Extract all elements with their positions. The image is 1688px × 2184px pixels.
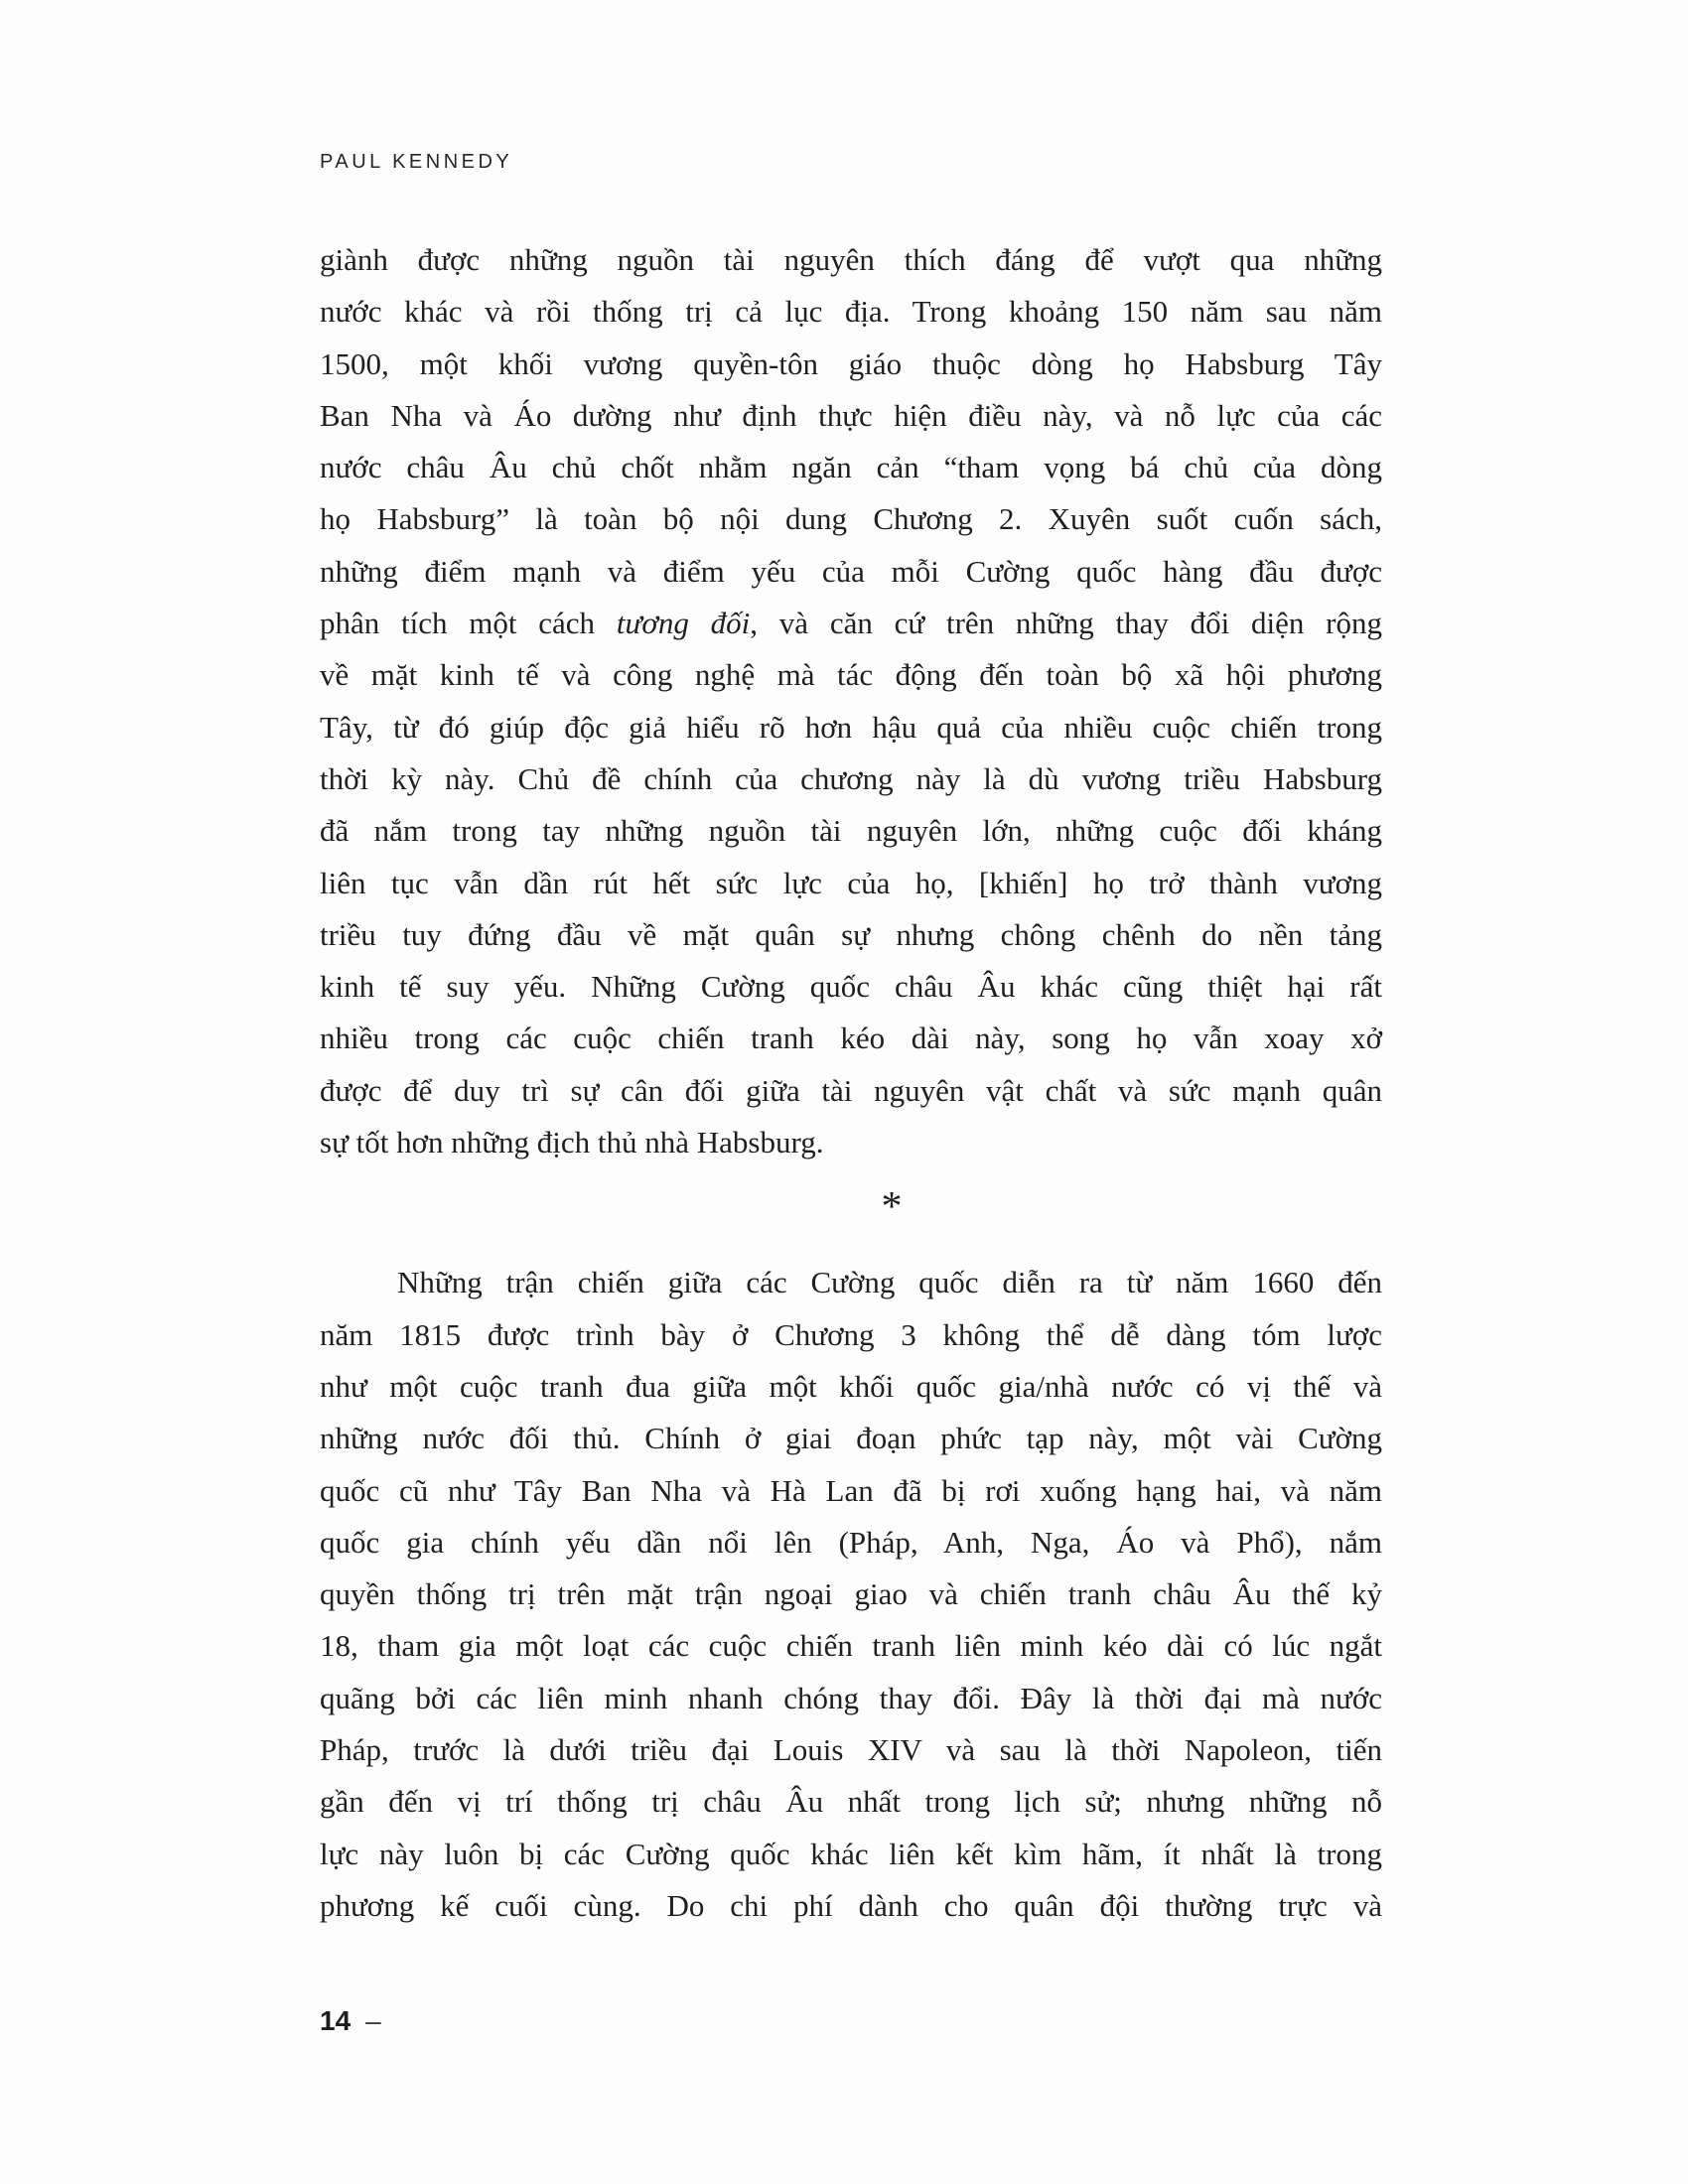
text-line xyxy=(320,1309,1382,1361)
text-line xyxy=(320,1776,1382,1828)
text-segment: quyền thống trị trên mặt trận ngoại giao và chiến tranh châu Âu thế kỷ xyxy=(320,1576,1382,1612)
body-text xyxy=(320,234,1382,1932)
text-line xyxy=(320,1829,1382,1880)
text-segment: phân tích một cách xyxy=(320,606,617,641)
emphasized-text: tương đối xyxy=(616,606,751,641)
text-line xyxy=(320,753,1382,805)
text-segment: những nước đối thủ. Chính ở giai đoạn phức tạp này, một vài Cường xyxy=(320,1421,1382,1456)
text-segment: gần đến vị trí thống trị châu Âu nhất trong lịch sử; nhưng những nỗ xyxy=(320,1784,1382,1820)
text-segment: phương kế cuối cùng. Do chi phí dành cho quân đội thường trực và xyxy=(320,1887,1382,1923)
text-segment: Tây, từ đó giúp độc giả hiểu rõ hơn hậu quả của nhiều cuộc chiến trong xyxy=(320,709,1382,745)
text-segment: Những trận chiến giữa các Cường quốc diễn ra từ năm 1660 đến xyxy=(397,1265,1382,1300)
section-separator xyxy=(320,1168,1382,1257)
text-line xyxy=(320,598,1382,649)
text-segment: những điểm mạnh và điểm yếu của mỗi Cường quốc hàng đầu được xyxy=(320,553,1382,589)
asterisk-separator-icon: * xyxy=(881,1184,903,1231)
text-line xyxy=(320,339,1382,390)
text-line xyxy=(320,390,1382,442)
text-line xyxy=(320,1620,1382,1672)
text-segment: giành được những nguồn tài nguyên thích đáng để vượt qua những xyxy=(320,242,1382,277)
text-segment: nước khác và rồi thống trị cả lục địa. Trong khoảng 150 năm sau năm xyxy=(320,294,1382,330)
text-line xyxy=(320,546,1382,598)
text-line xyxy=(320,1517,1382,1569)
text-segment: quốc cũ như Tây Ban Nha và Hà Lan đã bị rơi xuống hạng hai, và năm xyxy=(320,1472,1382,1508)
text-segment: quãng bởi các liên minh nhanh chóng thay đổi. Đây là thời đại mà nước xyxy=(320,1680,1382,1715)
text-line xyxy=(320,805,1382,857)
text-segment: 18, tham gia một loạt các cuộc chiến tranh liên minh kéo dài có lúc ngắt xyxy=(320,1628,1382,1664)
footer-dash: – xyxy=(365,2005,381,2036)
text-segment: năm 1815 được trình bày ở Chương 3 không thể dễ dàng tóm lược xyxy=(320,1316,1382,1352)
text-line xyxy=(320,493,1382,545)
text-segment: được để duy trì sự cân đối giữa tài nguyên vật chất và sức mạnh quân xyxy=(320,1072,1382,1108)
text-segment: 1500, một khối vương quyền-tôn giáo thuộc dòng họ Habsburg Tây xyxy=(320,345,1382,381)
text-line xyxy=(320,1569,1382,1620)
text-line xyxy=(320,961,1382,1013)
text-line xyxy=(320,1065,1382,1117)
text-line xyxy=(320,702,1382,753)
paragraph xyxy=(320,234,1382,1168)
text-line xyxy=(320,1257,1382,1308)
text-line xyxy=(320,909,1382,961)
text-segment: nhiều trong các cuộc chiến tranh kéo dài này, song họ vẫn xoay xở xyxy=(320,1021,1382,1056)
text-line xyxy=(320,442,1382,493)
text-segment: , và căn cứ trên những thay đổi diện rộng xyxy=(750,606,1382,641)
text-line xyxy=(320,1880,1382,1932)
text-line xyxy=(320,858,1382,909)
text-line xyxy=(320,1413,1382,1464)
text-segment: họ Habsburg” là toàn bộ nội dung Chương 2. Xuyên suốt cuốn sách, xyxy=(320,501,1382,537)
text-segment: Ban Nha và Áo dường như định thực hiện điều này, và nỗ lực của các xyxy=(320,397,1382,433)
text-segment: lực này luôn bị các Cường quốc khác liên kết kìm hãm, ít nhất là trong xyxy=(320,1836,1382,1871)
text-line xyxy=(320,1465,1382,1517)
text-segment: quốc gia chính yếu dần nổi lên (Pháp, Anh, Nga, Áo và Phổ), nắm xyxy=(320,1524,1382,1560)
page-number: 14 xyxy=(320,2005,352,2036)
text-segment: sự tốt hơn những địch thủ nhà Habsburg. xyxy=(320,1125,824,1160)
text-segment: nước châu Âu chủ chốt nhằm ngăn cản “tham vọng bá chủ của dòng xyxy=(320,450,1382,485)
text-segment: Pháp, trước là dưới triều đại Louis XIV và sau là thời Napoleon, tiến xyxy=(320,1732,1382,1768)
text-segment: về mặt kinh tế và công nghệ mà tác động đến toàn bộ xã hội phương xyxy=(320,657,1382,693)
text-segment: kinh tế suy yếu. Những Cường quốc châu Âu khác cũng thiệt hại rất xyxy=(320,969,1382,1005)
text-line xyxy=(320,1724,1382,1776)
text-line xyxy=(320,1673,1382,1724)
text-line xyxy=(320,1117,1382,1168)
text-line xyxy=(320,286,1382,338)
text-segment: triều tuy đứng đầu về mặt quân sự nhưng chông chênh do nền tảng xyxy=(320,916,1382,952)
text-segment: đã nắm trong tay những nguồn tài nguyên lớn, những cuộc đối kháng xyxy=(320,813,1382,849)
text-segment: thời kỳ này. Chủ đề chính của chương này là dù vương triều Habsburg xyxy=(320,760,1382,796)
paragraph xyxy=(320,1257,1382,1932)
text-line xyxy=(320,1013,1382,1064)
running-header-author: PAUL KENNEDY xyxy=(320,151,513,173)
text-segment: liên tục vẫn dần rút hết sức lực của họ, [khiến] họ trở thành vương xyxy=(320,865,1382,900)
text-line xyxy=(320,649,1382,701)
page-footer xyxy=(320,2007,381,2035)
text-line xyxy=(320,1361,1382,1413)
text-line xyxy=(320,234,1382,286)
text-segment: như một cuộc tranh đua giữa một khối quốc gia/nhà nước có vị thế và xyxy=(320,1368,1382,1404)
